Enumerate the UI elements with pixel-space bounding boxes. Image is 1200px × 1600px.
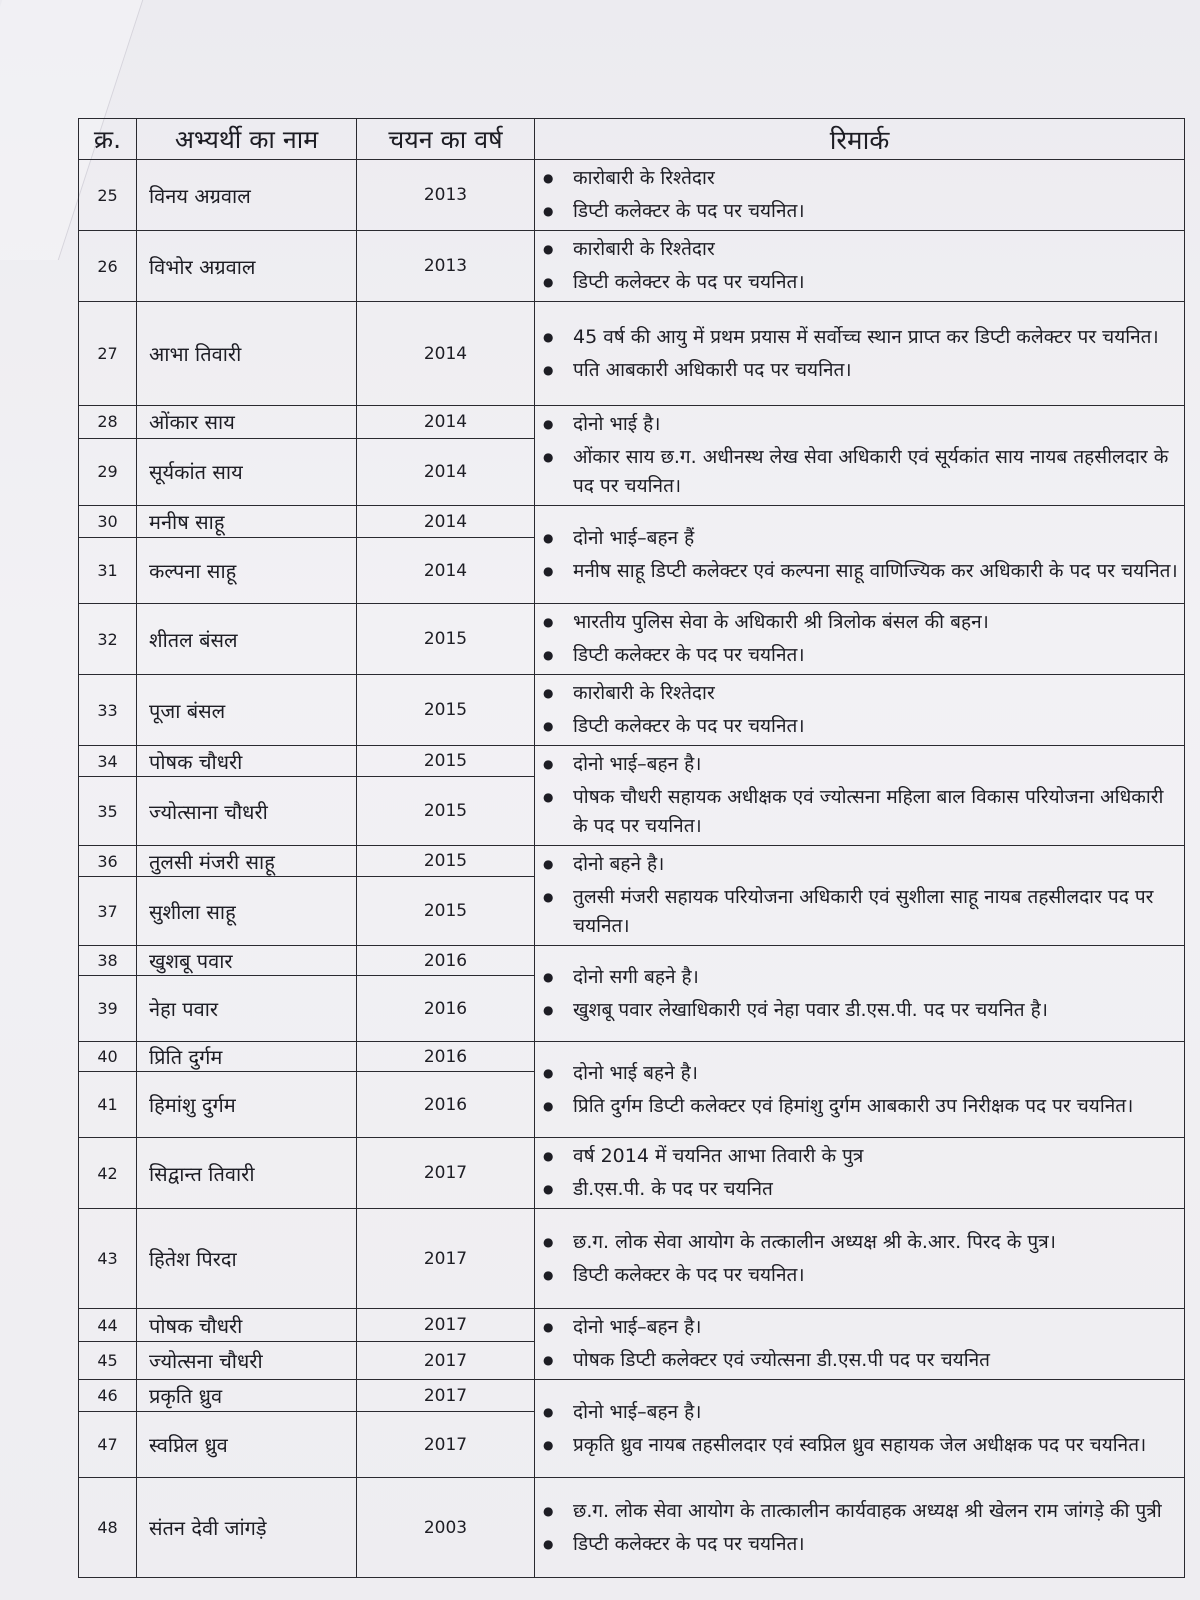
row-number: 45 xyxy=(79,1342,137,1380)
remark-item: ● पति आबकारी अधिकारी पद पर चयनित। xyxy=(573,354,1178,387)
candidate-name: मनीष साहू xyxy=(137,506,357,538)
candidate-name: कल्पना साहू xyxy=(137,538,357,604)
selection-year: 2014 xyxy=(357,506,535,538)
selection-year: 2016 xyxy=(357,1042,535,1072)
candidate-name: हितेश पिरदा xyxy=(137,1209,357,1309)
remark-cell xyxy=(535,231,1185,302)
candidate-name: ज्योत्सना चौधरी xyxy=(137,1342,357,1380)
remark-cell xyxy=(535,1138,1185,1209)
selection-year: 2016 xyxy=(357,1072,535,1138)
header-year: चयन का वर्ष xyxy=(357,119,535,160)
selection-year: 2015 xyxy=(357,675,535,746)
remark-cell xyxy=(535,946,1185,1042)
remark-cell xyxy=(535,746,1185,846)
candidate-name: हिमांशु दुर्गम xyxy=(137,1072,357,1138)
table-row xyxy=(79,1478,1185,1578)
row-number: 34 xyxy=(79,746,137,777)
table-row xyxy=(79,506,1185,538)
candidate-name: तुलसी मंजरी साहू xyxy=(137,846,357,877)
remark-item: ● वर्ष 2014 में चयनित आभा तिवारी के पुत्र xyxy=(573,1140,1178,1173)
table-row xyxy=(79,406,1185,439)
table-row xyxy=(79,160,1185,231)
selection-year: 2017 xyxy=(357,1209,535,1309)
remark-item: ● कारोबारी के रिश्तेदार xyxy=(573,233,1178,266)
table-header-row xyxy=(79,119,1185,160)
candidate-name: पूजा बंसल xyxy=(137,675,357,746)
selection-year: 2015 xyxy=(357,846,535,877)
remark-item: ● डिप्टी कलेक्टर के पद पर चयनित। xyxy=(573,1528,1178,1561)
table-row xyxy=(79,1138,1185,1209)
selection-year: 2014 xyxy=(357,406,535,439)
remark-cell xyxy=(535,160,1185,231)
remark-item: ● 45 वर्ष की आयु में प्रथम प्रयास में सर्वोच्च स्थान प्राप्त कर डिप्टी कलेक्टर पर चयनित। xyxy=(573,321,1178,354)
candidate-name: विनय अग्रवाल xyxy=(137,160,357,231)
table-row xyxy=(79,1380,1185,1412)
row-number: 47 xyxy=(79,1412,137,1478)
remark-item: ● कारोबारी के रिश्तेदार xyxy=(573,677,1178,710)
row-number: 42 xyxy=(79,1138,137,1209)
candidate-name: संतन देवी जांगड़े xyxy=(137,1478,357,1578)
candidate-name: सूर्यकांत साय xyxy=(137,438,357,505)
row-number: 29 xyxy=(79,438,137,505)
table-row xyxy=(79,846,1185,877)
remark-item: ● प्रिति दुर्गम डिप्टी कलेक्टर एवं हिमांशु दुर्गम आबकारी उप निरीक्षक पद पर चयनित। xyxy=(573,1090,1178,1123)
remark-item: ● खुशबू पवार लेखाधिकारी एवं नेहा पवार डी.एस.पी. पद पर चयनित है। xyxy=(573,994,1178,1027)
remark-cell xyxy=(535,1478,1185,1578)
remark-cell xyxy=(535,846,1185,946)
remark-cell xyxy=(535,1042,1185,1138)
row-number: 38 xyxy=(79,946,137,976)
row-number: 32 xyxy=(79,604,137,675)
row-number: 25 xyxy=(79,160,137,231)
row-number: 33 xyxy=(79,675,137,746)
candidate-name: पोषक चौधरी xyxy=(137,746,357,777)
remark-item: ● डी.एस.पी. के पद पर चयनित xyxy=(573,1173,1178,1206)
remark-item: ● छ.ग. लोक सेवा आयोग के तात्कालीन कार्यवाहक अध्यक्ष श्री खेलन राम जांगड़े की पुत्री xyxy=(573,1495,1178,1528)
row-number: 40 xyxy=(79,1042,137,1072)
remark-cell xyxy=(535,406,1185,506)
remark-item: ● डिप्टी कलेक्टर के पद पर चयनित। xyxy=(573,1259,1178,1292)
candidate-table xyxy=(78,118,1185,1578)
remark-cell xyxy=(535,675,1185,746)
selection-year: 2017 xyxy=(357,1380,535,1412)
table-row xyxy=(79,946,1185,976)
row-number: 41 xyxy=(79,1072,137,1138)
selection-year: 2016 xyxy=(357,976,535,1042)
table-row xyxy=(79,1309,1185,1342)
row-number: 48 xyxy=(79,1478,137,1578)
remark-item: ● डिप्टी कलेक्टर के पद पर चयनित। xyxy=(573,266,1178,299)
selection-year: 2014 xyxy=(357,438,535,505)
remark-item: ● दोनो बहने है। xyxy=(573,848,1178,881)
candidate-name: विभोर अग्रवाल xyxy=(137,231,357,302)
remark-item: ● पोषक चौधरी सहायक अधीक्षक एवं ज्योत्सना महिला बाल विकास परियोजना अधिकारी के पद पर चयनित। xyxy=(573,781,1178,843)
row-number: 43 xyxy=(79,1209,137,1309)
selection-year: 2017 xyxy=(357,1342,535,1380)
remark-item: ● कारोबारी के रिश्तेदार xyxy=(573,162,1178,195)
candidate-name: प्रकृति ध्रुव xyxy=(137,1380,357,1412)
selection-year: 2003 xyxy=(357,1478,535,1578)
remark-item: ● दोनो भाई–बहन है। xyxy=(573,1396,1178,1429)
candidate-name: प्रिति दुर्गम xyxy=(137,1042,357,1072)
row-number: 30 xyxy=(79,506,137,538)
remark-item: ● छ.ग. लोक सेवा आयोग के तत्कालीन अध्यक्ष श्री के.आर. पिरद के पुत्र। xyxy=(573,1226,1178,1259)
remark-item: ● दोनो सगी बहने है। xyxy=(573,961,1178,994)
selection-year: 2013 xyxy=(357,160,535,231)
candidate-name: पोषक चौधरी xyxy=(137,1309,357,1342)
candidate-name: ज्योत्साना चौधरी xyxy=(137,777,357,846)
row-number: 37 xyxy=(79,877,137,946)
selection-year: 2015 xyxy=(357,604,535,675)
table-row xyxy=(79,1042,1185,1072)
remark-cell xyxy=(535,302,1185,406)
remark-cell xyxy=(535,1309,1185,1380)
row-number: 44 xyxy=(79,1309,137,1342)
selection-year: 2013 xyxy=(357,231,535,302)
candidate-name: आभा तिवारी xyxy=(137,302,357,406)
selection-year: 2014 xyxy=(357,302,535,406)
row-number: 31 xyxy=(79,538,137,604)
remark-item: ● डिप्टी कलेक्टर के पद पर चयनित। xyxy=(573,195,1178,228)
selection-year: 2015 xyxy=(357,746,535,777)
header-name: अभ्यर्थी का नाम xyxy=(137,119,357,160)
remark-item: ● तुलसी मंजरी सहायक परियोजना अधिकारी एवं सुशीला साहू नायब तहसीलदार पद पर चयनित। xyxy=(573,881,1178,943)
table-row xyxy=(79,604,1185,675)
remark-item: ● डिप्टी कलेक्टर के पद पर चयनित। xyxy=(573,639,1178,672)
row-number: 27 xyxy=(79,302,137,406)
remark-item: ● भारतीय पुलिस सेवा के अधिकारी श्री त्रिलोक बंसल की बहन। xyxy=(573,606,1178,639)
table-row xyxy=(79,231,1185,302)
candidate-name: सिद्वान्त तिवारी xyxy=(137,1138,357,1209)
table-row xyxy=(79,675,1185,746)
row-number: 39 xyxy=(79,976,137,1042)
row-number: 46 xyxy=(79,1380,137,1412)
remark-cell xyxy=(535,1380,1185,1478)
candidate-name: ओंकार साय xyxy=(137,406,357,439)
remark-cell xyxy=(535,506,1185,604)
candidate-name: सुशीला साहू xyxy=(137,877,357,946)
remark-item: ● प्रकृति ध्रुव नायब तहसीलदार एवं स्वप्निल ध्रुव सहायक जेल अधीक्षक पद पर चयनित। xyxy=(573,1429,1178,1462)
selection-year: 2015 xyxy=(357,777,535,846)
remark-item: ● दोनो भाई–बहन है। xyxy=(573,748,1178,781)
candidate-name: स्वप्निल ध्रुव xyxy=(137,1412,357,1478)
candidate-name: खुशबू पवार xyxy=(137,946,357,976)
selection-year: 2017 xyxy=(357,1309,535,1342)
selection-year: 2015 xyxy=(357,877,535,946)
remark-item: ● दोनो भाई–बहन है। xyxy=(573,1311,1178,1344)
table-row xyxy=(79,746,1185,777)
remark-cell xyxy=(535,1209,1185,1309)
remark-item: ● दोनो भाई–बहन हैं xyxy=(573,522,1178,555)
table-row xyxy=(79,1209,1185,1309)
remark-item: ● डिप्टी कलेक्टर के पद पर चयनित। xyxy=(573,710,1178,743)
selection-year: 2017 xyxy=(357,1412,535,1478)
selection-year: 2014 xyxy=(357,538,535,604)
header-sr: क्र. xyxy=(79,119,137,160)
remark-item: ● दोनो भाई है। xyxy=(573,408,1178,441)
row-number: 28 xyxy=(79,406,137,439)
candidate-name: नेहा पवार xyxy=(137,976,357,1042)
remark-item: ● ओंकार साय छ.ग. अधीनस्थ लेख सेवा अधिकारी एवं सूर्यकांत साय नायब तहसीलदार के पद पर चयनित। xyxy=(573,441,1178,503)
selection-year: 2016 xyxy=(357,946,535,976)
remark-cell xyxy=(535,604,1185,675)
selection-year: 2017 xyxy=(357,1138,535,1209)
row-number: 26 xyxy=(79,231,137,302)
remark-item: ● दोनो भाई बहने है। xyxy=(573,1057,1178,1090)
remark-item: ● पोषक डिप्टी कलेक्टर एवं ज्योत्सना डी.एस.पी पद पर चयनित xyxy=(573,1344,1178,1377)
remark-item: ● मनीष साहू डिप्टी कलेक्टर एवं कल्पना साहू वाणिज्यिक कर अधिकारी के पद पर चयनित। xyxy=(573,555,1178,588)
candidate-name: शीतल बंसल xyxy=(137,604,357,675)
header-remark: रिमार्क xyxy=(535,119,1185,160)
row-number: 35 xyxy=(79,777,137,846)
row-number: 36 xyxy=(79,846,137,877)
table-row xyxy=(79,302,1185,406)
